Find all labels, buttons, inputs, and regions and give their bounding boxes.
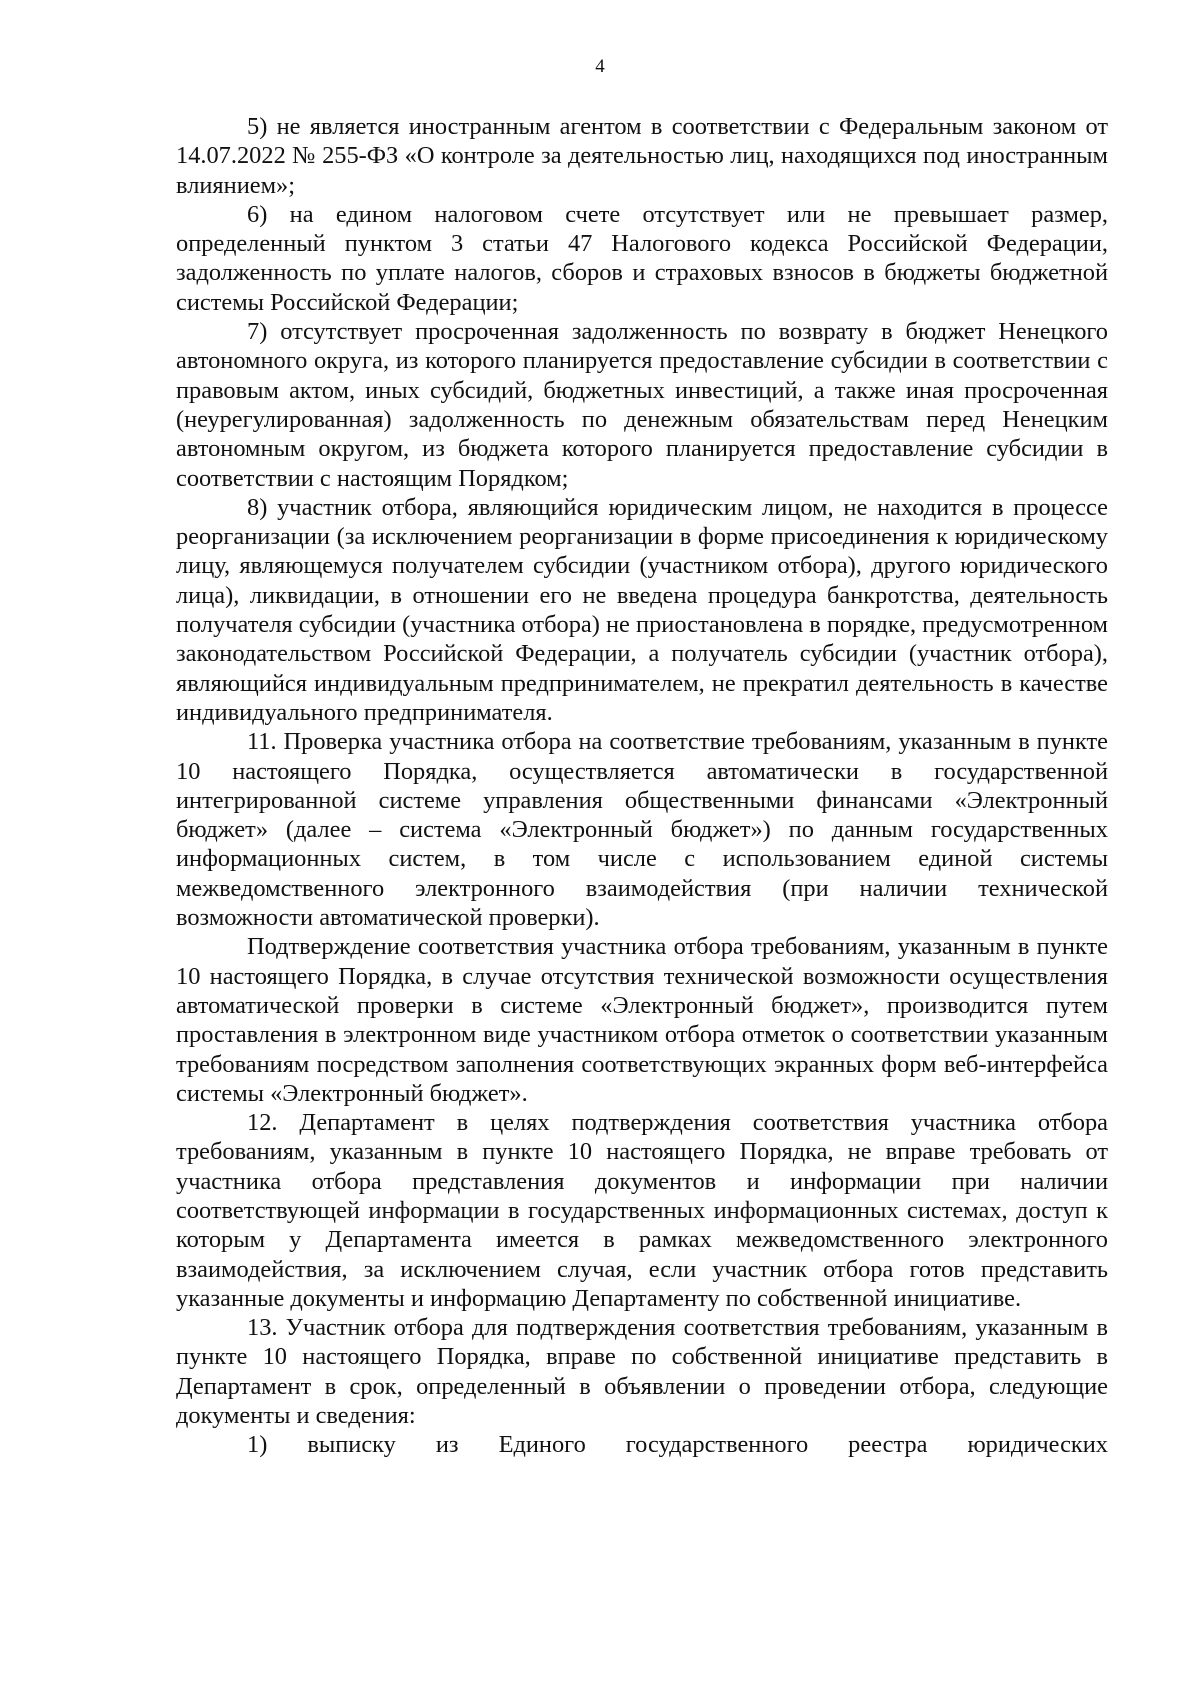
document-body <box>176 112 1108 1460</box>
paragraph-item-5: 5) не является иностранным агентом в соответствии с Федеральным законом от 14.07.2022 № 255-ФЗ «О контроле за деятельностью лиц, находящихся под иностранным влиянием»; <box>176 113 1108 199</box>
paragraph-item-7: 7) отсутствует просроченная задолженность по возврату в бюджет Ненецкого автономного округа, из которого планируется предоставление субсидии в соответствии с правовым актом, иных субсидий, бюджетных инвестиций, а также иная просроченная (неурегулированная) задолженность по денежным обязательствам перед Ненецким автономным округом, из бюджета которого планируется предоставление субсидии в соответствии с настоящим Порядком; <box>176 318 1108 492</box>
page-number: 4 <box>595 56 605 77</box>
paragraph-item-6: 6) на едином налоговом счете отсутствует или не превышает размер, определенный пунктом 3 статьи 47 Налогового кодекса Российской Федерации, задолженность по уплате налогов, сборов и страховых взносов в бюджеты бюджетной системы Российской Федерации; <box>176 200 1108 316</box>
paragraph-clause-12: 12. Департамент в целях подтверждения соответствия участника отбора требованиям, указанным в пункте 10 настоящего Порядка, не вправе требовать от участника отбора представления документов и информации при наличии соответствующей информации в государственных информационных системах, доступ к которым у Департамента имеется в рамках межведомственного электронного взаимодействия, за исключением случая, если участник отбора готов представить указанные документы и информацию Департаменту по собственной инициативе. <box>176 1109 1108 1312</box>
paragraph-clause-11-confirmation: Подтверждение соответствия участника отбора требованиям, указанным в пункте 10 настоящего Порядка, в случае отсутствия технической возможности осуществления автоматической проверки в системе «Электронный бюджет», производится путем проставления в электронном виде участником отбора отметок о соответствии указанным требованиям посредством заполнения соответствующих экранных форм веб-интерфейса системы «Электронный бюджет». <box>176 933 1108 1107</box>
paragraph-item-8: 8) участник отбора, являющийся юридическим лицом, не находится в процессе реорганизации (за исключением реорганизации в форме присоединения к юридическому лицу, являющемуся получателем субсидии (участником отбора), другого юридического лица), ликвидации, в отношении его не введена процедура банкротства, деятельность получателя субсидии (участника отбора) не приостановлена в порядке, предусмотренном законодательством Российской Федерации, а получатель субсидии (участник отбора), являющийся индивидуальным предпринимателем, не прекратил деятельность в качестве индивидуального предпринимателя. <box>176 493 1108 726</box>
paragraph-clause-13-item-1: 1) выписку из Единого государственного реестра юридических <box>247 1431 1108 1459</box>
paragraph-clause-13: 13. Участник отбора для подтверждения соответствия требованиям, указанным в пункте 10 настоящего Порядка, вправе по собственной инициативе представить в Департамент в срок, определенный в объявлении о проведении отбора, следующие документы и сведения: <box>176 1314 1108 1430</box>
paragraph-clause-11: 11. Проверка участника отбора на соответствие требованиям, указанным в пункте 10 настоящего Порядка, осуществляется автоматически в государственной интегрированной системе управления общественными финансами «Электронный бюджет» (далее – система «Электронный бюджет») по данным государственных информационных систем, в том числе с использованием единой системы межведомственного электронного взаимодействия (при наличии технической возможности автоматической проверки). <box>176 728 1108 932</box>
